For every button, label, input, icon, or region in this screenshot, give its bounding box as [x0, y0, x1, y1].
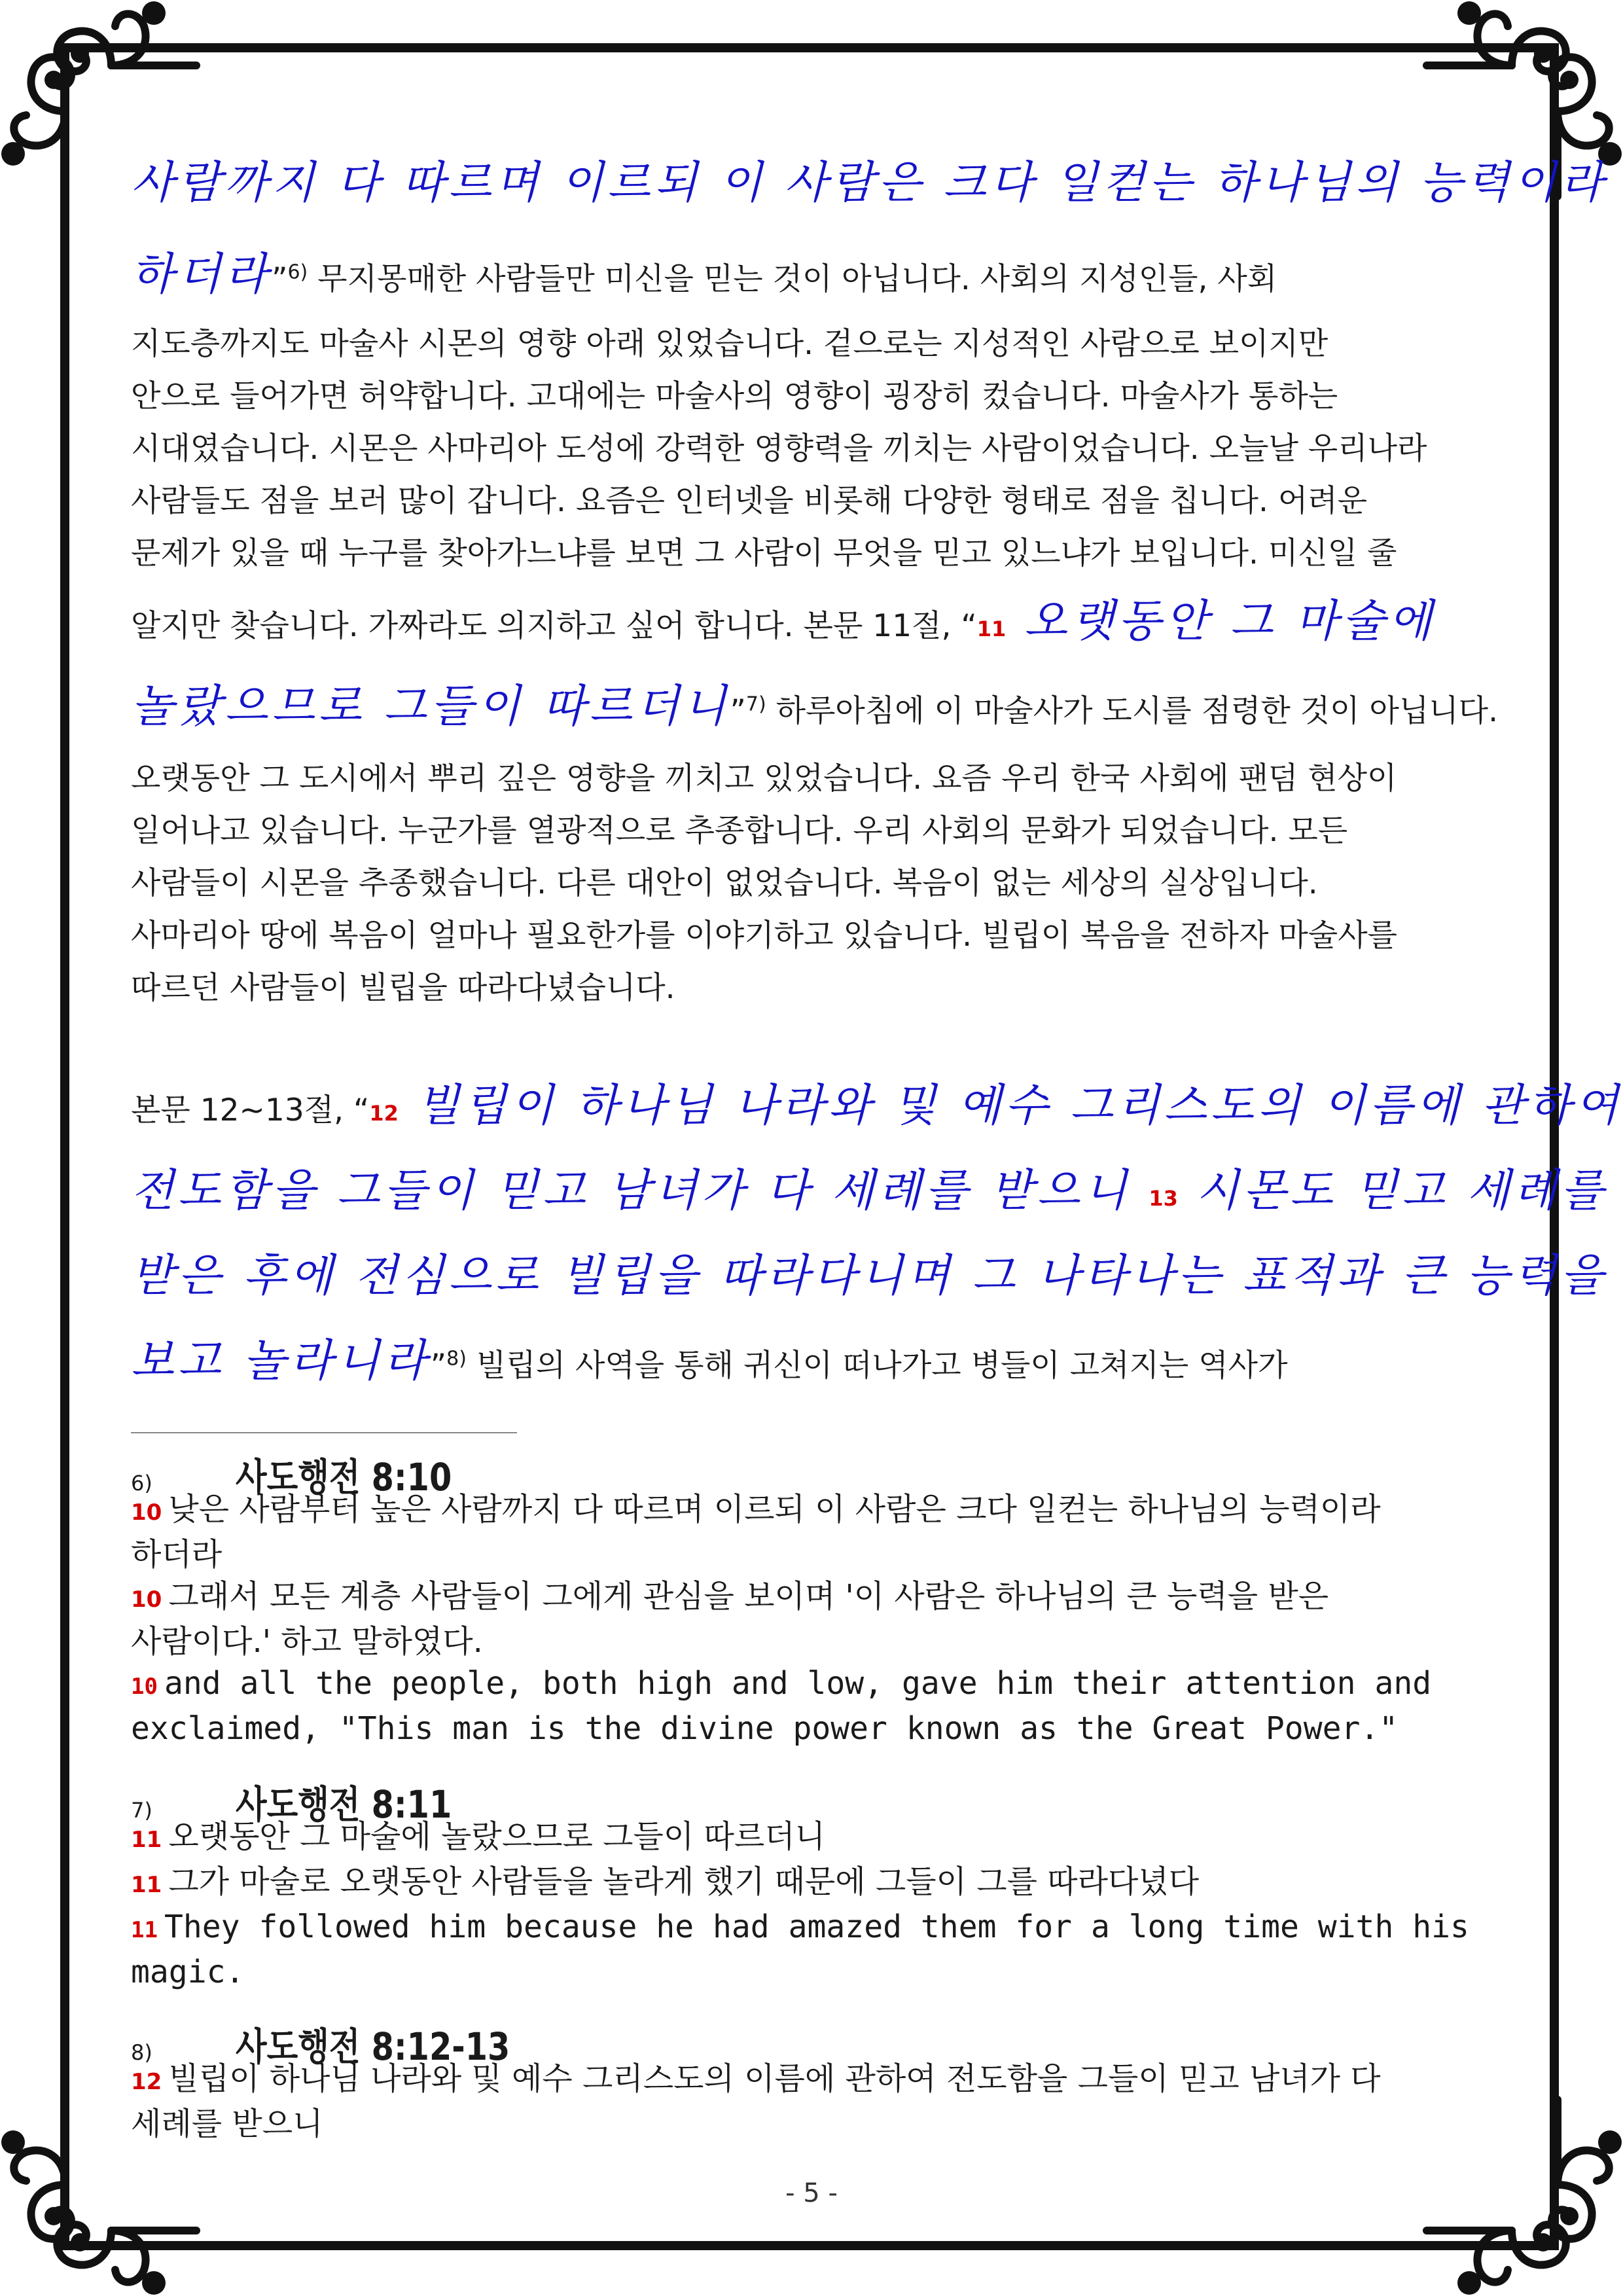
- body-line: 일어나고 있습니다. 누군가를 열광적으로 추종합니다. 우리 사회의 문화가 되었습니다. 모든: [131, 813, 1348, 849]
- footnote-number: 6): [131, 1471, 152, 1496]
- verse-text: 빌립이 하나님 나라와 및 예수 그리스도의 이름에 관하여: [398, 1080, 1622, 1132]
- footnote-7: [131, 1774, 1492, 1993]
- quote-mark: ”: [272, 261, 288, 297]
- body-line: [131, 681, 1499, 738]
- page-number: - 5 -: [785, 2178, 838, 2208]
- verse-number: 11: [976, 617, 1007, 641]
- body-line: 안으로 들어가면 허약합니다. 고대에는 마술사의 영향이 굉장히 컸습니다. 마술사가 통하는: [131, 378, 1338, 414]
- body-line: 시대였습니다. 시몬은 사마리아 도성에 강력한 영향력을 끼치는 사람이었습니다. 오늘날 우리나라: [131, 431, 1427, 467]
- body-line: 따르던 사람들이 빌립을 따라다녔습니다.: [131, 970, 675, 1006]
- footnote-line: 10 그래서 모든 계층 사람들이 그에게 관심을 보이며 '이 사람은 하나님의 큰 능력을 받은: [131, 1578, 1329, 1615]
- footnote-8: [131, 2016, 1492, 2145]
- quote-mark: ”: [730, 693, 746, 729]
- quote-mark: ”: [430, 1348, 447, 1384]
- body-line: 사람들이 시몬을 추종했습니다. 다른 대안이 없었습니다. 복음이 없는 세상의 실상입니다.: [131, 865, 1318, 901]
- footnote-ref[interactable]: 8): [446, 1347, 467, 1371]
- verse-text: 오랫동안 그 마술에: [1006, 596, 1436, 647]
- verse-text: 보고 놀라니라: [131, 1335, 431, 1387]
- verse-text: 하더라: [131, 249, 272, 300]
- body-line: [131, 157, 1607, 209]
- verse-number: 12: [369, 1101, 399, 1126]
- body-line: [131, 1335, 1492, 1392]
- footnote-line: 10 낮은 사람부터 높은 사람까지 다 따르며 이르되 이 사람은 크다 일컫는 하나님의 능력이라: [131, 1491, 1381, 1528]
- footnote-ref[interactable]: 6): [287, 260, 308, 284]
- verse-text: 시몬도 믿고 세례를: [1177, 1165, 1608, 1217]
- body-line: 문제가 있을 때 누구를 찾아가느냐를 보면 그 사람이 무엇을 믿고 있느냐가 보입니다. 미신일 줄: [131, 535, 1397, 571]
- footnote-line: magic.: [131, 1954, 245, 1990]
- footnote-line: exclaimed, "This man is the divine power known as the Great Power.": [131, 1710, 1399, 1747]
- body-text: 무지몽매한 사람들만 미신을 믿는 것이 아닙니다. 사회의 지성인들, 사회: [308, 261, 1277, 297]
- body-line: [131, 1080, 1622, 1139]
- footnote-line: 사람이다.' 하고 말하였다.: [131, 1623, 483, 1660]
- body-line: [131, 249, 1492, 306]
- body-text: 빌립의 사역을 통해 귀신이 떠나가고 병들이 고쳐지는 역사가: [466, 1348, 1288, 1384]
- body-line: 사람들도 점을 보러 많이 갑니다. 요즘은 인터넷을 비롯해 다양한 형태로 점을 칩니다. 어려운: [131, 483, 1368, 519]
- verse-number: 13: [1149, 1186, 1178, 1211]
- footnote-divider: [131, 1432, 517, 1433]
- body-line: [131, 1250, 1607, 1302]
- body-text: 하루아침에 이 마술사가 도시를 점령한 것이 아닙니다.: [766, 693, 1499, 729]
- footnote-6: [131, 1446, 1492, 1749]
- body-text: 알지만 찾습니다. 가짜라도 의지하고 싶어 합니다. 본문 11절, “: [131, 608, 977, 644]
- verse-text: 사람까지 다 따르며 이르되 이 사람은 크다 일컫는 하나님의 능력이라: [131, 157, 1607, 209]
- verse-text: 놀랐으므로 그들이 따르더니: [131, 681, 730, 732]
- verse-text: 받은 후에 전심으로 빌립을 따라다니며 그 나타나는 표적과 큰 능력을: [131, 1250, 1607, 1302]
- verse-text: 전도함을 그들이 믿고 남녀가 다 세례를 받으니: [131, 1165, 1149, 1217]
- body-line: [131, 1165, 1608, 1225]
- footnote-line: 11 그가 마술로 오랫동안 사람들을 놀라게 했기 때문에 그들이 그를 따라다녔다: [131, 1863, 1200, 1900]
- footnote-title: 사도행전 8:12-13: [236, 2024, 510, 2069]
- footnote-number: 8): [131, 2040, 152, 2065]
- body-text: 본문 12~13절, “: [131, 1092, 370, 1128]
- footnote-title: 사도행전 8:10: [236, 1455, 452, 1499]
- body-line: 사마리아 땅에 복음이 얼마나 필요한가를 이야기하고 있습니다. 빌립이 복음을 전하자 마술사를: [131, 918, 1398, 954]
- footnote-number: 7): [131, 1798, 152, 1823]
- footnote-line: 세례를 받으니: [131, 2106, 323, 2142]
- footnote-line: 하더라: [131, 1536, 223, 1573]
- footnote-line: 10 and all the people, both high and low, gave him their attention and: [131, 1665, 1432, 1702]
- footnote-ref[interactable]: 7): [745, 692, 766, 716]
- footnote-line: 11 They followed him because he had amazed them for a long time with his: [131, 1909, 1469, 1945]
- body-line: 지도층까지도 마술사 시몬의 영향 아래 있었습니다. 겉으로는 지성적인 사람으로 보이지만: [131, 326, 1329, 362]
- footnote-line: 12 빌립이 하나님 나라와 및 예수 그리스도의 이름에 관하여 전도함을 그들이 믿고 남녀가 다: [131, 2060, 1381, 2097]
- footnote-line: 11 오랫동안 그 마술에 놀랐으므로 그들이 따르더니: [131, 1818, 825, 1855]
- body-line: 오랫동안 그 도시에서 뿌리 깊은 영향을 끼치고 있었습니다. 요즘 우리 한국 사회에 팬덤 현상이: [131, 761, 1397, 797]
- footnote-title: 사도행전 8:11: [236, 1782, 452, 1827]
- body-line: [131, 596, 1492, 655]
